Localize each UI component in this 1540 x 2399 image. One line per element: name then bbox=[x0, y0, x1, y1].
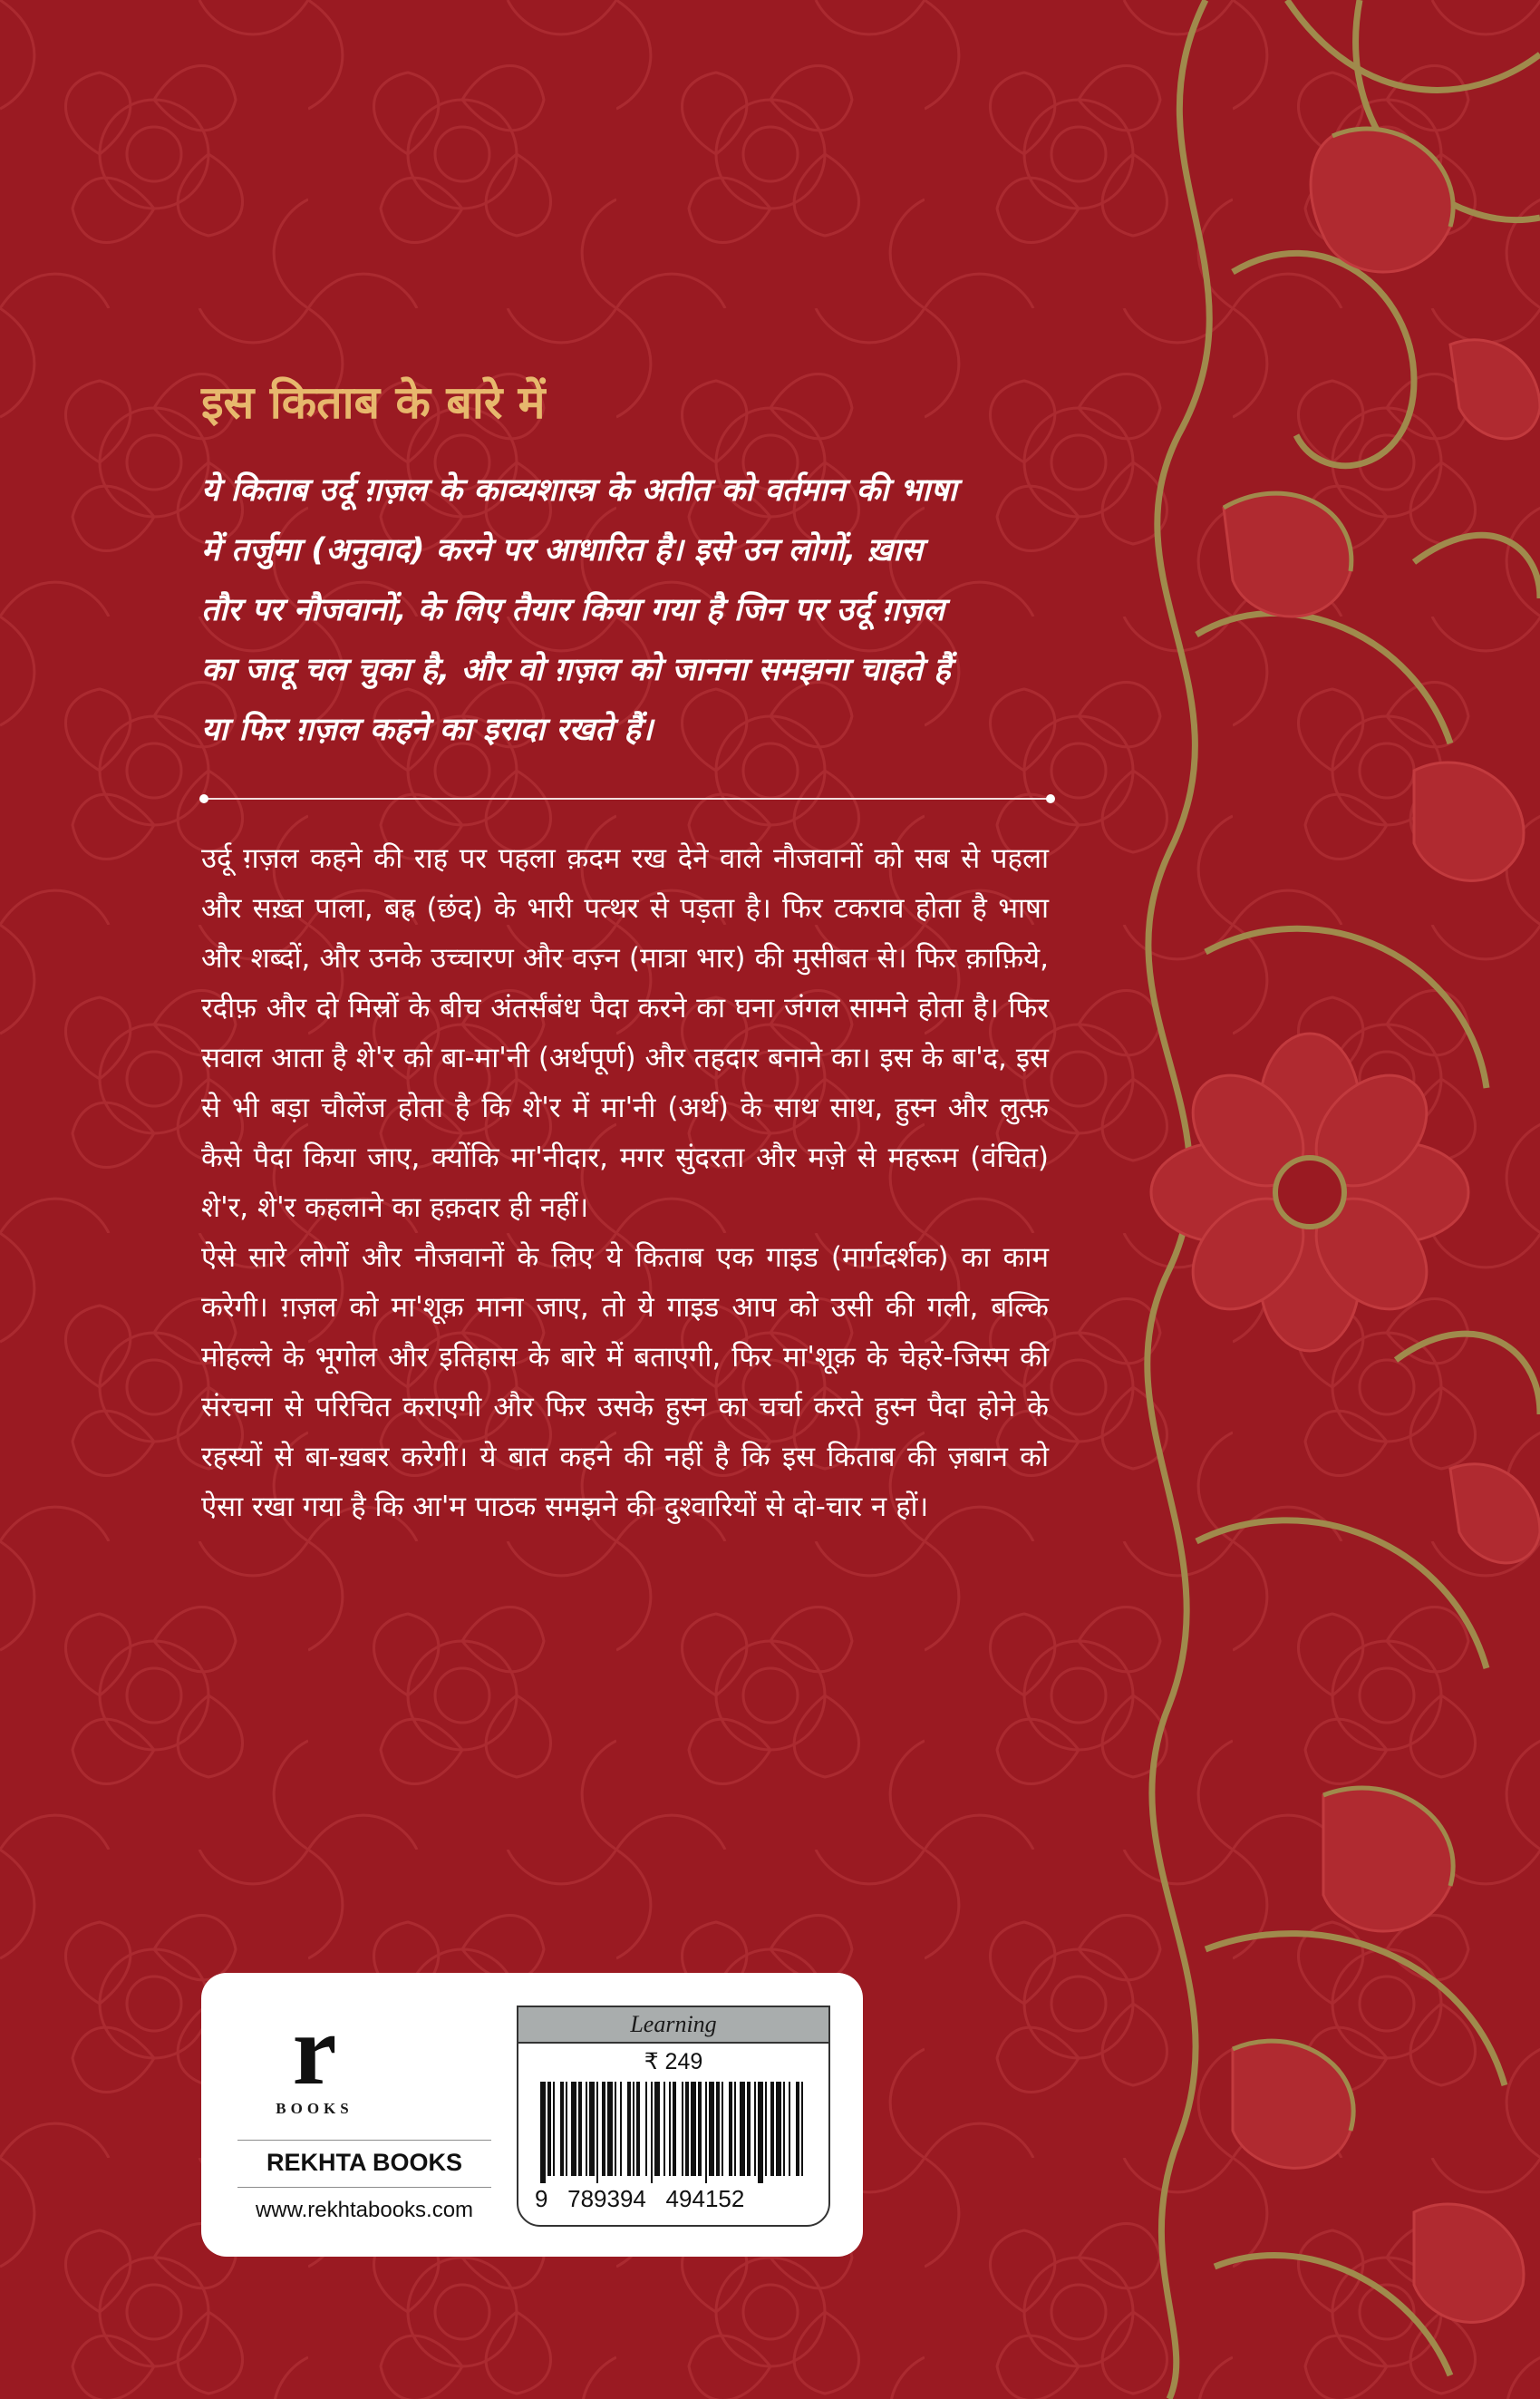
barcode-bar bbox=[560, 2082, 564, 2176]
barcode-bar bbox=[734, 2082, 736, 2176]
barcode-bar bbox=[586, 2082, 587, 2176]
barcode-bar bbox=[682, 2082, 683, 2176]
isbn-barcode bbox=[537, 2082, 809, 2183]
barcode-bar bbox=[620, 2082, 622, 2176]
barcode-bar bbox=[627, 2082, 631, 2176]
barcode-bar bbox=[596, 2082, 598, 2183]
barcode-bar bbox=[754, 2082, 756, 2176]
logo-subtext: BOOKS bbox=[276, 2100, 354, 2117]
barcode-bar bbox=[651, 2082, 653, 2183]
barcode-bar bbox=[722, 2082, 723, 2176]
barcode-bar bbox=[709, 2082, 714, 2176]
barcode-bar bbox=[602, 2082, 605, 2176]
barcode-bar bbox=[633, 2082, 634, 2176]
barcode-bar bbox=[540, 2082, 546, 2183]
barcode-bar bbox=[758, 2082, 763, 2183]
divider-dot-left bbox=[199, 794, 208, 803]
barcode-bar bbox=[589, 2082, 595, 2176]
rekhta-logo-icon bbox=[265, 2018, 364, 2091]
barcode-bar bbox=[796, 2082, 799, 2176]
book-blurb bbox=[201, 461, 1062, 760]
barcode-bar bbox=[669, 2082, 671, 2176]
blurb-line: ये किताब उर्दू ग़ज़ल के काव्यशास्त्र के अतीत को वर्तमान की भाषा bbox=[201, 472, 957, 509]
barcode-bar bbox=[607, 2082, 613, 2176]
barcode-bar bbox=[770, 2082, 774, 2176]
blurb-line: या फिर ग़ज़ल कहने का इरादा रखते हैं। bbox=[201, 712, 654, 748]
about-book-heading: इस किताब के बारे में bbox=[201, 376, 546, 429]
barcode-bar bbox=[698, 2082, 702, 2176]
barcode-bar bbox=[636, 2082, 640, 2176]
section-divider bbox=[203, 798, 1051, 800]
barcode-bar bbox=[716, 2082, 720, 2176]
isbn-digits: 9 789394 494152 bbox=[535, 2185, 745, 2212]
publisher-website: www.rekhtabooks.com bbox=[255, 2198, 474, 2222]
description-paragraph-1: उर्दू ग़ज़ल कहने की राह पर पहला क़दम रख देने वाले नौजवानों को सब से पहला और सख़्त पाला, बह्र (छंद) के भारी पत्थर से पड़ता है। फिर टकराव होता है भाषा और शब्दों, और उनके उच्चारण और वज़्न (मात्रा भार) की मुसीबत से। फिर क़ाफ़िये, रदीफ़ और दो मिस्रों के बीच अंतर्संबंध पैदा करने का घना जंगल सामने होता है। फिर सवाल आता है शे'र को बा-मा'नी (अर्थपूर्ण) और तहदार बनाने का। इस के बा'द, इस से भी बड़ा चौलेंज होता है कि शे'र में मा'नी (अर्थ) के साथ साथ, हुस्न और लुत्फ़ कैसे पैदा किया जाए, क्योंकि मा'नीदार, मगर सुंदरता और मज़े से महरूम (वंचित) शे'र, शे'र कहलाने का हक़दार ही नहीं। bbox=[201, 842, 1049, 1224]
barcode-bar bbox=[801, 2082, 803, 2176]
divider-dot-right bbox=[1046, 794, 1055, 803]
book-category: Learning bbox=[518, 2007, 828, 2044]
description-paragraph-2: ऐसे सारे लोगों और नौजवानों के लिए ये किताब एक गाइड (मार्गदर्शक) का काम करेगी। ग़ज़ल को मा'शूक़ माना जाए, तो ये गाइड आप को उसी की गली, बल्कि मोहल्ले के भूगोल और इतिहास के बारे में बताएगी, फिर मा'शूक़ के चेहरे-जिस्म की संरचना से परिचित कराएगी और फिर उसके हुस्न का चर्चा करते हुस्न पैदा होने के रहस्यों से बा-ख़बर करेगी। ये बात कहने की नहीं है कि इस किताब की ज़बान को ऐसा रखा गया है कि आ'म पाठक समझने की दुश्वारियों से दो-चार न हों। bbox=[201, 1241, 1049, 1523]
barcode-bar bbox=[654, 2082, 660, 2176]
blurb-line: तौर पर नौजवानों, के लिए तैयार किया गया है जिन पर उर्दू ग़ज़ल bbox=[201, 592, 944, 628]
barcode-bar bbox=[729, 2082, 732, 2176]
barcode-bar bbox=[645, 2082, 647, 2176]
barcode-bar bbox=[566, 2082, 567, 2176]
publisher-box bbox=[201, 1973, 863, 2257]
barcode-bar bbox=[747, 2082, 751, 2176]
barcode-bar bbox=[553, 2082, 555, 2176]
barcode-bar bbox=[705, 2082, 707, 2183]
barcode-bar bbox=[571, 2082, 576, 2176]
publisher-name: REKHTA BOOKS bbox=[266, 2149, 462, 2176]
logo-letter: r bbox=[292, 2018, 337, 2091]
barcode-bar bbox=[547, 2082, 551, 2176]
barcode-bar bbox=[615, 2082, 616, 2176]
barcode-bar bbox=[673, 2082, 676, 2176]
barcode-bar bbox=[740, 2082, 745, 2176]
publisher-rule-top bbox=[237, 2140, 491, 2141]
barcode-bar bbox=[776, 2082, 781, 2176]
barcode-bar bbox=[783, 2082, 785, 2176]
book-description bbox=[201, 834, 1049, 1532]
book-price: ₹ 249 bbox=[644, 2049, 703, 2074]
barcode-panel bbox=[517, 2006, 830, 2227]
barcode-bar bbox=[789, 2082, 790, 2176]
barcode-bar bbox=[685, 2082, 689, 2176]
barcode-bar bbox=[663, 2082, 665, 2176]
publisher-rule-bottom bbox=[237, 2187, 491, 2188]
barcode-bar bbox=[578, 2082, 582, 2176]
blurb-line: का जादू चल चुका है, और वो ग़ज़ल को जानना समझना चाहते हैं bbox=[201, 652, 951, 688]
barcode-bar bbox=[765, 2082, 767, 2176]
blurb-line: में तर्जुमा (अनुवाद) करने पर आधारित है। इसे उन लोगों, ख़ास bbox=[201, 532, 923, 568]
barcode-bar bbox=[691, 2082, 696, 2176]
